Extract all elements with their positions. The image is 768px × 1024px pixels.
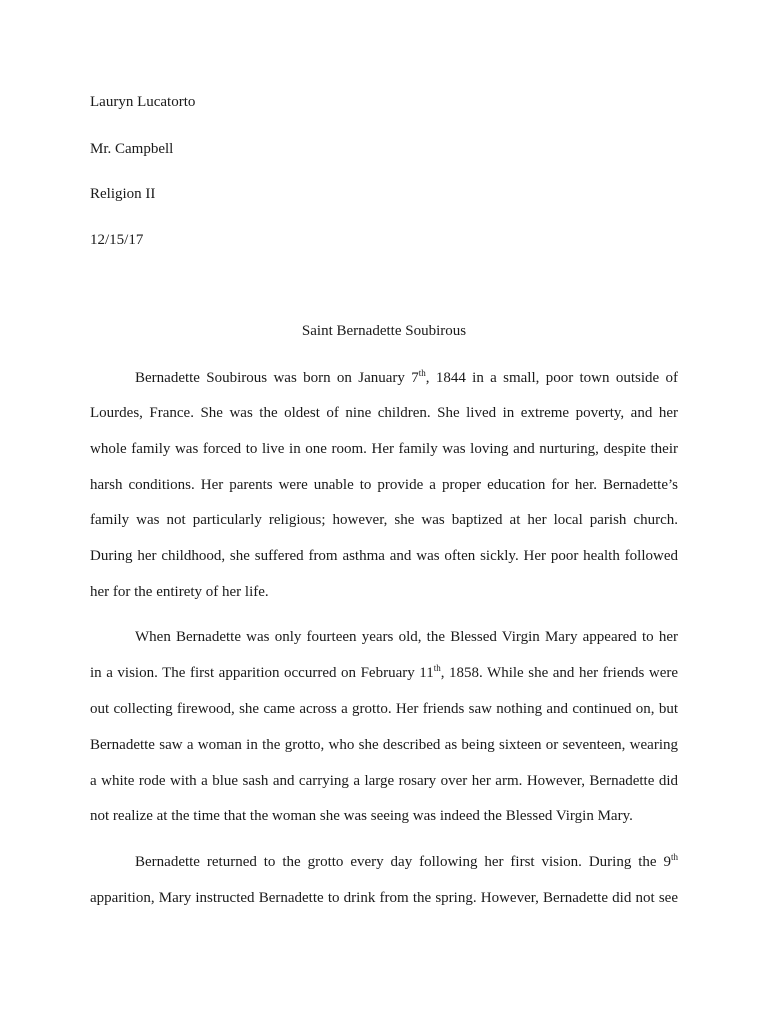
paragraph-line: out collecting firewood, she came across a grotto. Her friends saw nothing and continued on, but — [90, 701, 678, 717]
paragraph-line: whole family was forced to live in one room. Her family was loving and nurturing, despite their — [90, 441, 678, 457]
paragraph-line: harsh conditions. Her parents were unable to provide a proper education for her. Bernadette’s — [90, 477, 678, 493]
course-name: Religion II — [90, 186, 156, 202]
paragraph-line: a white rode with a blue sash and carrying a large rosary over her arm. However, Bernadette did — [90, 773, 678, 789]
paragraph-line: in a vision. The first apparition occurred on February 11th, 1858. While she and her friends were — [90, 663, 679, 681]
paragraph-line: During her childhood, she suffered from asthma and was often sickly. Her poor health followed — [90, 548, 678, 564]
paragraph-line: not realize at the time that the woman she was seeing was indeed the Blessed Virgin Mary. — [90, 808, 633, 824]
paragraph-line: Bernadette Soubirous was born on January 7th, 1844 in a small, poor town outside of — [135, 368, 678, 386]
essay-date: 12/15/17 — [90, 232, 144, 248]
paragraph-line: Lourdes, France. She was the oldest of nine children. She lived in extreme poverty, and her — [90, 405, 678, 421]
paragraph-line: family was not particularly religious; however, she was baptized at her local parish church. — [90, 512, 678, 528]
author-name: Lauryn Lucatorto — [90, 94, 196, 110]
paragraph-line: her for the entirety of her life. — [90, 584, 269, 600]
paragraph-line: apparition, Mary instructed Bernadette to drink from the spring. However, Bernadette did not see — [90, 890, 678, 906]
paragraph-line: Bernadette saw a woman in the grotto, who she described as being sixteen or seventeen, wearing — [90, 737, 678, 753]
essay-title: Saint Bernadette Soubirous — [301, 323, 467, 339]
paragraph-line: Bernadette returned to the grotto every day following her first vision. During the 9th — [135, 852, 678, 870]
paragraph-line: When Bernadette was only fourteen years old, the Blessed Virgin Mary appeared to her — [135, 629, 678, 645]
teacher-name: Mr. Campbell — [90, 141, 174, 157]
